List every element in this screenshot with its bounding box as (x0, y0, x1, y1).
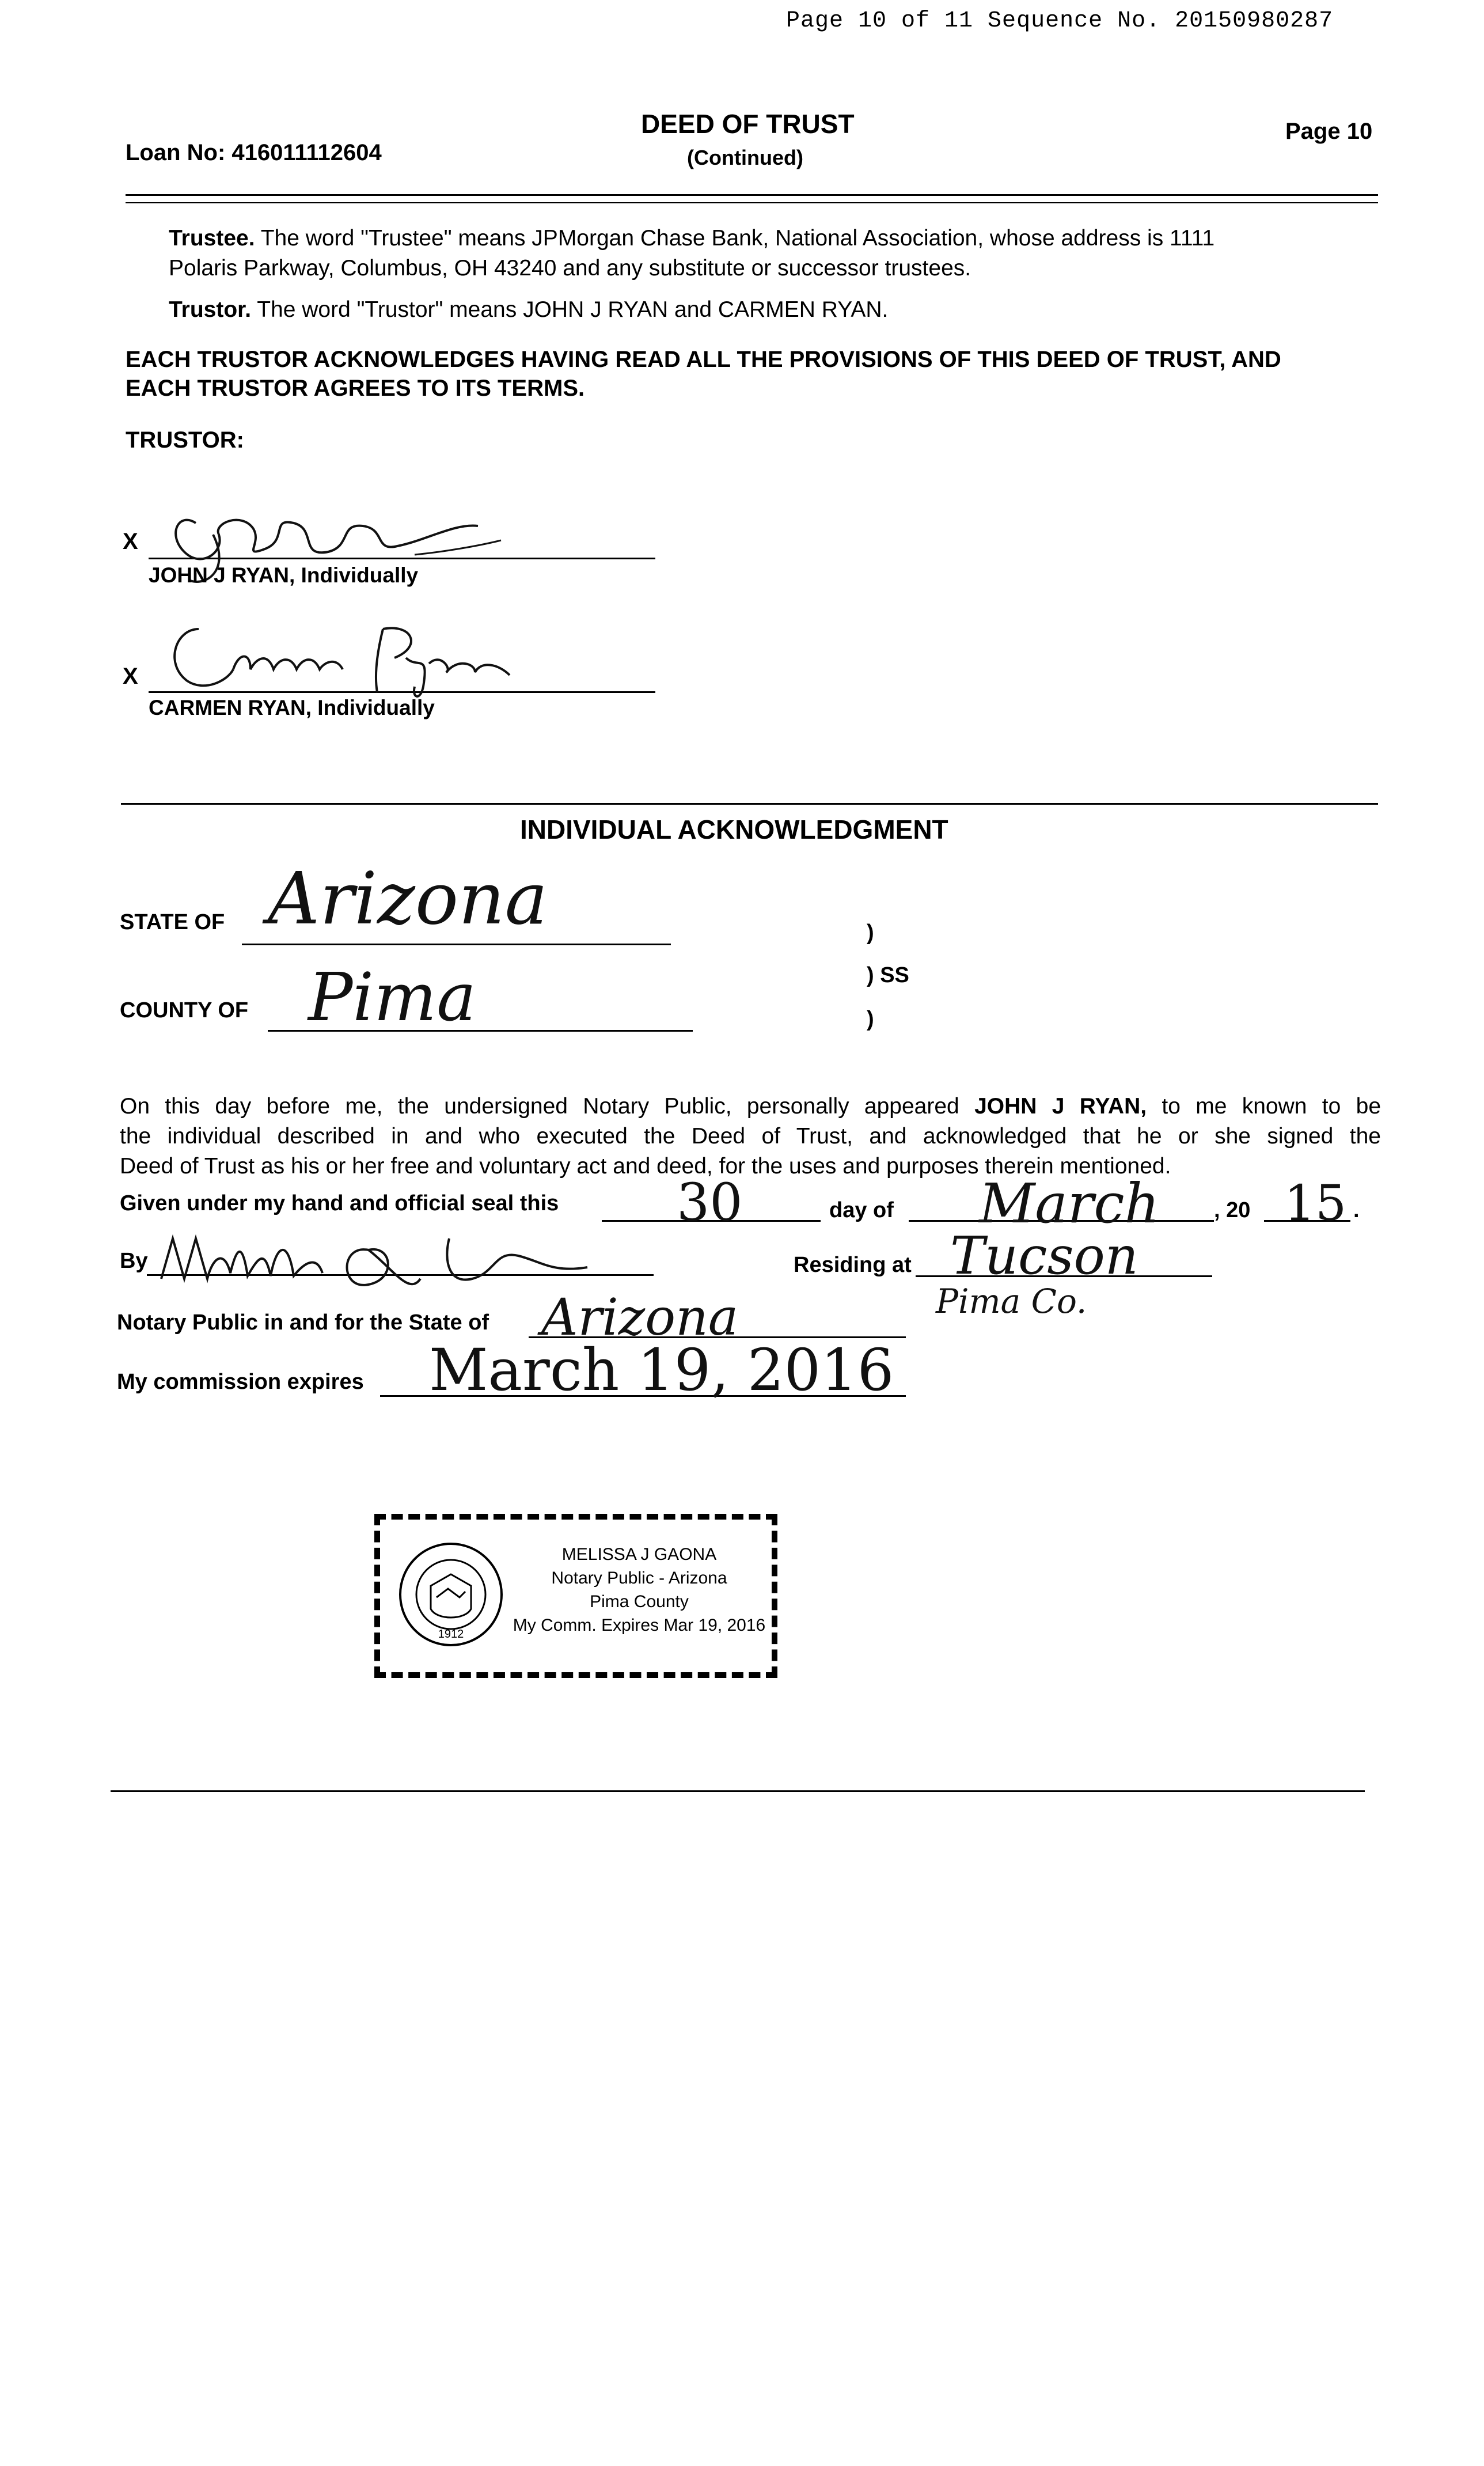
fax-header: Page 10 of 11 Sequence No. 20150980287 (786, 8, 1334, 34)
bracket-1: ) (867, 921, 874, 945)
year-prefix: , 20 (1214, 1198, 1251, 1222)
document-subtitle: (Continued) (687, 146, 803, 169)
state-field-line (242, 944, 671, 945)
trustor-text: The word "Trustor" means JOHN J RYAN and CARMEN RYAN. (257, 297, 889, 322)
commission-expires-handwritten: March 19, 2016 (429, 1336, 894, 1404)
body-name: JOHN J RYAN, (974, 1094, 1147, 1119)
bracket-3: ) (867, 1007, 874, 1031)
seal-year: 1912 (438, 1628, 464, 1641)
given-label: Given under my hand and official seal this (120, 1191, 559, 1215)
header-rule-bottom (126, 202, 1378, 203)
acknowledgement-line1: EACH TRUSTOR ACKNOWLEDGES HAVING READ ALL THE PROVISIONS OF THIS DEED OF TRUST, AND (126, 347, 1281, 372)
stamp-county: Pima County (590, 1592, 689, 1611)
state-value-handwritten: Arizona (268, 857, 548, 941)
page-number: Page 10 (1285, 119, 1373, 144)
arizona-state-seal (396, 1540, 506, 1649)
county-value-handwritten: Pima (308, 959, 476, 1036)
given-day-handwritten: 30 (677, 1172, 743, 1233)
body-line2: the individual described in and who executed the Deed of Trust, and acknowledged that he or she signed the (120, 1124, 1381, 1149)
notary-state-handwritten: Arizona (541, 1287, 739, 1347)
body-post: to me known to be (1162, 1094, 1381, 1119)
acknowledgement-line2: EACH TRUSTOR AGREES TO ITS TERMS. (126, 376, 585, 401)
stamp-expires: My Comm. Expires Mar 19, 2016 (513, 1616, 766, 1635)
section-divider (121, 803, 1378, 805)
by-label: By (120, 1249, 148, 1273)
day-of-label: day of (829, 1198, 894, 1222)
acknowledgement-clause (126, 345, 1281, 403)
notary-stamp (374, 1514, 777, 1678)
residing-extra-handwritten: Pima Co. (936, 1282, 1087, 1321)
body-pre: On this day before me, the undersigned Notary Public, personally appeared (120, 1094, 959, 1119)
body-line3: Deed of Trust as his or her free and voluntary act and deed, for the uses and purposes therein mentioned. (120, 1154, 1171, 1179)
stamp-text (504, 1543, 775, 1637)
signature-carmen-ryan (153, 606, 533, 704)
given-year-handwritten: 15 (1284, 1175, 1347, 1232)
residing-label: Residing at (794, 1253, 912, 1277)
trustee-text-line2: Polaris Parkway, Columbus, OH 43240 and any substitute or successor trustees. (169, 256, 971, 281)
year-suffix: . (1353, 1198, 1360, 1222)
stamp-name: MELISSA J GAONA (561, 1545, 717, 1564)
signature-name-1: JOHN J RYAN, Individually (149, 563, 419, 587)
notary-state-label: Notary Public in and for the State of (117, 1310, 489, 1335)
stamp-title: Notary Public - Arizona (551, 1569, 727, 1588)
ss-label: ) SS (867, 963, 909, 987)
bottom-rule (111, 1790, 1365, 1792)
document-title: DEED OF TRUST (641, 109, 855, 139)
acknowledgment-body (120, 1092, 1381, 1181)
state-label: STATE OF (120, 910, 225, 934)
trustee-term: Trustee. (169, 226, 255, 251)
signature-x-2: X (123, 664, 138, 689)
signature-name-2: CARMEN RYAN, Individually (149, 696, 435, 719)
acknowledgment-title: INDIVIDUAL ACKNOWLEDGMENT (520, 815, 948, 844)
trustee-text-line1: The word "Trustee" means JPMorgan Chase Bank, National Association, whose address is 1111 (260, 226, 1215, 251)
trustor-label: TRUSTOR: (126, 427, 244, 453)
loan-number: Loan No: 416011112604 (126, 140, 382, 165)
given-month-handwritten: March (979, 1172, 1160, 1236)
county-label: COUNTY OF (120, 998, 249, 1022)
trustor-definition (169, 297, 888, 323)
commission-expires-label: My commission expires (117, 1370, 364, 1394)
trustor-term: Trustor. (169, 297, 252, 322)
signature-x-1: X (123, 529, 138, 554)
trustee-definition (169, 224, 1384, 283)
header-rule-top (126, 194, 1378, 196)
residing-value-handwritten: Tucson (950, 1226, 1138, 1286)
